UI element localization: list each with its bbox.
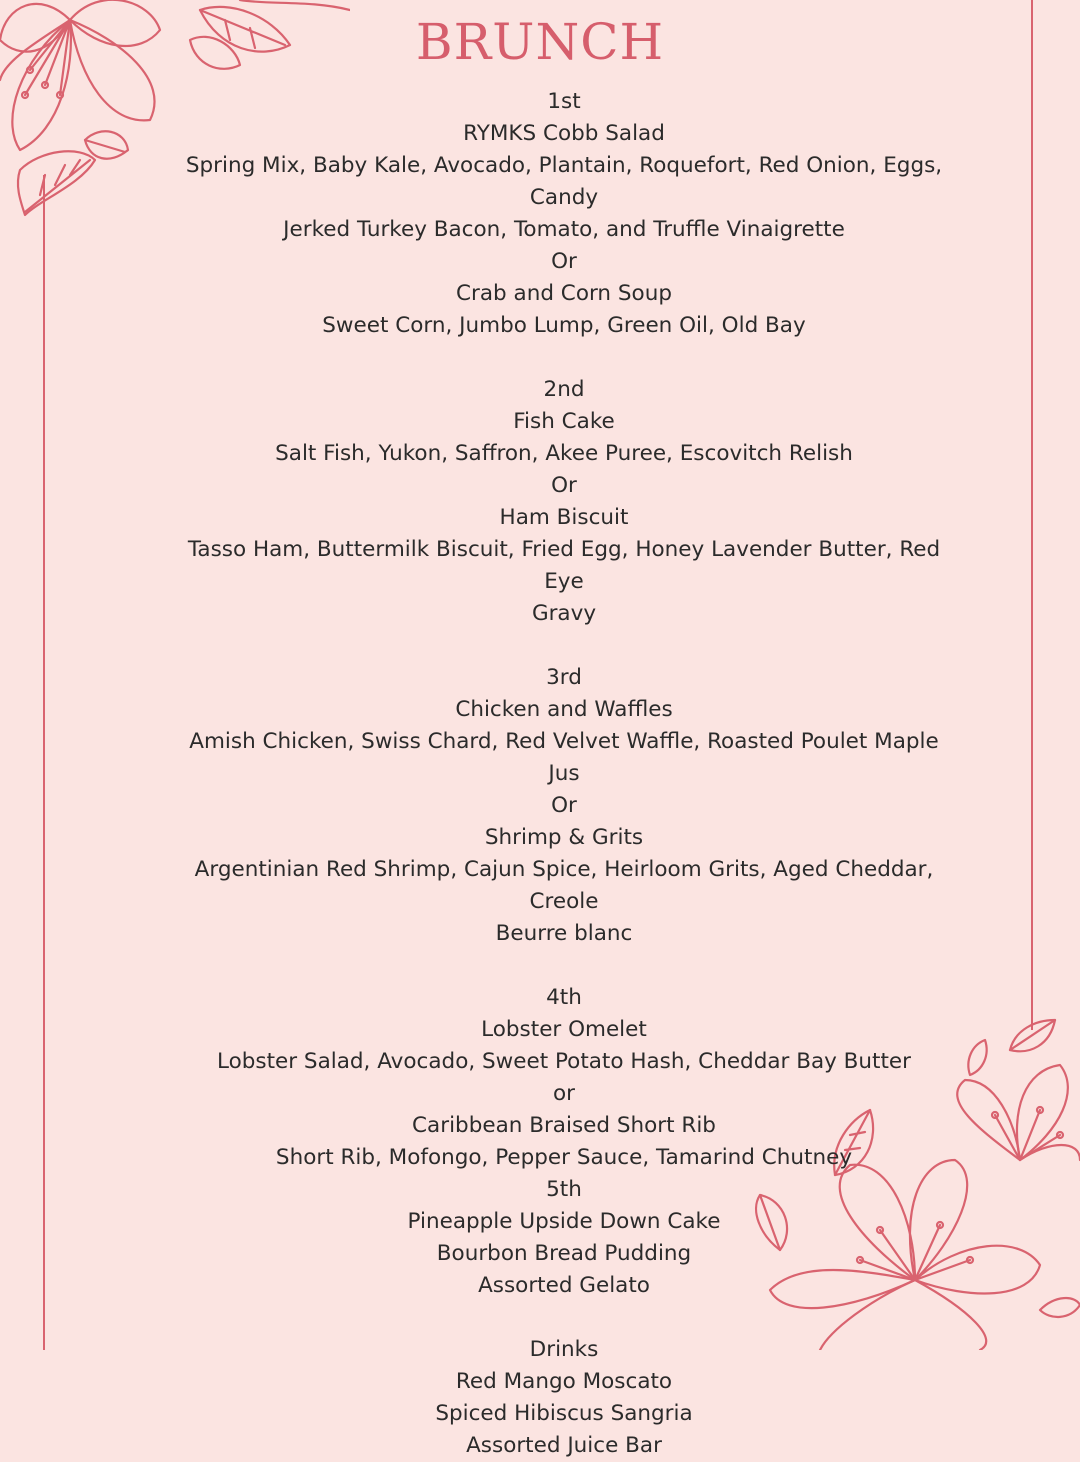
option-separator: or	[553, 1081, 575, 1106]
dish-name: Lobster Omelet	[481, 1017, 647, 1042]
drinks-label: Drinks	[529, 1337, 599, 1362]
dish-name: Chicken and Waffles	[455, 697, 673, 722]
left-border-line	[43, 175, 45, 1350]
course-4	[180, 982, 948, 1174]
course-label: 5th	[546, 1177, 582, 1202]
drink-item: Assorted Juice Bar	[466, 1433, 662, 1458]
dish-description: Jerked Turkey Bacon, Tomato, and Truffle Vinaigrette	[283, 217, 845, 242]
dish-name: Crab and Corn Soup	[456, 281, 672, 306]
course-label: 4th	[546, 985, 582, 1010]
dish-name: RYMKS Cobb Salad	[463, 121, 665, 146]
option-separator: Or	[551, 793, 577, 818]
dish-description: Amish Chicken, Swiss Chard, Red Velvet Waffle, Roasted Poulet Maple Jus	[189, 729, 939, 786]
course-label: 2nd	[543, 377, 585, 402]
dish-description: Gravy	[531, 601, 597, 626]
dish-description: Short Rib, Mofongo, Pepper Sauce, Tamarind Chutney	[275, 1145, 853, 1170]
course-label: 1st	[547, 89, 581, 114]
drink-item: Red Mango Moscato	[455, 1369, 673, 1394]
course-label: 3rd	[546, 665, 582, 690]
dessert-item: Bourbon Bread Pudding	[436, 1241, 692, 1266]
page-title: BRUNCH	[415, 13, 665, 71]
dessert-item: Assorted Gelato	[478, 1273, 650, 1298]
dish-description: Beurre blanc	[495, 921, 633, 946]
dessert-item: Pineapple Upside Down Cake	[407, 1209, 721, 1234]
course-5	[180, 1174, 948, 1302]
dish-description: Tasso Ham, Buttermilk Biscuit, Fried Egg, Honey Lavender Butter, Red Eye	[187, 537, 941, 594]
dish-description: Lobster Salad, Avocado, Sweet Potato Hash, Cheddar Bay Butter	[217, 1049, 911, 1074]
drink-item: Spiced Hibiscus Sangria	[435, 1401, 693, 1426]
right-border-line	[1031, 0, 1033, 1030]
dish-description: Sweet Corn, Jumbo Lump, Green Oil, Old Bay	[322, 313, 806, 338]
drinks-section	[180, 1334, 948, 1462]
dish-description: Argentinian Red Shrimp, Cajun Spice, Heirloom Grits, Aged Cheddar, Creole	[194, 857, 934, 914]
course-2	[180, 374, 948, 630]
course-3	[180, 662, 948, 950]
menu-list	[180, 86, 948, 1462]
dish-name: Fish Cake	[513, 409, 615, 434]
dish-name: Ham Biscuit	[499, 505, 629, 530]
option-separator: Or	[551, 473, 577, 498]
dish-description: Spring Mix, Baby Kale, Avocado, Plantain, Roquefort, Red Onion, Eggs, Candy	[185, 153, 943, 210]
dish-description: Salt Fish, Yukon, Saffron, Akee Puree, Escovitch Relish	[275, 441, 853, 466]
course-1	[180, 86, 948, 342]
option-separator: Or	[551, 249, 577, 274]
dish-name: Caribbean Braised Short Rib	[412, 1113, 716, 1138]
dish-name: Shrimp & Grits	[484, 825, 644, 850]
